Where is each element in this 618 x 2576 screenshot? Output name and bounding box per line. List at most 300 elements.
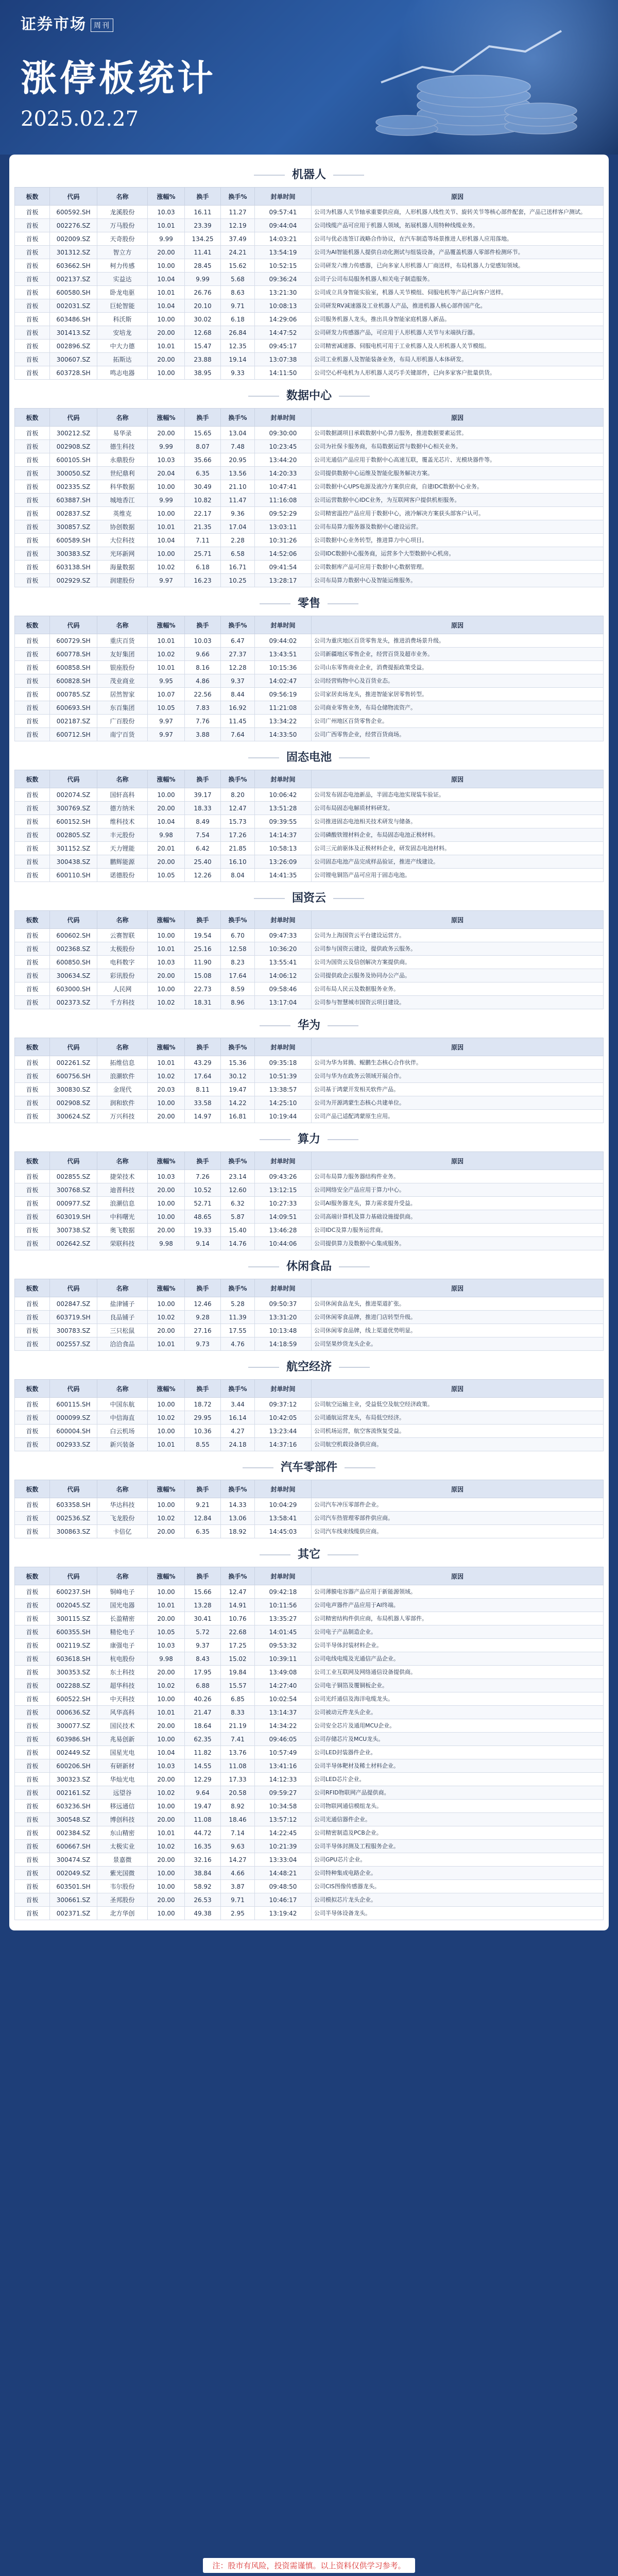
table-row [15,674,604,688]
table-cell: 光环新网 [97,547,148,561]
reason-cell: 公司电声器件产品应用于AI终端。 [312,1599,604,1612]
table-cell: 韦尔股份 [97,1880,148,1893]
table-row [15,634,604,648]
table-cell: 鹏辉能源 [97,855,148,869]
table-cell: 134.25 [185,232,221,246]
table-cell: 首板 [15,219,50,232]
table-cell: 002449.SZ [50,1746,97,1759]
column-header: 原因 [312,770,604,788]
table-cell: 9.33 [221,366,255,380]
table-cell: 首板 [15,273,50,286]
table-cell: 14:27:40 [255,1679,312,1692]
table-cell: 永鼎股份 [97,453,148,467]
table-cell: 首板 [15,1337,50,1351]
column-header: 代码 [50,1380,97,1398]
table-cell: 首板 [15,286,50,299]
table-cell: 10.03 [148,1759,185,1773]
table-cell: 10.00 [148,1398,185,1411]
table-cell: 20.00 [148,1719,185,1733]
table-cell: 300323.SZ [50,1773,97,1786]
table-cell: 16.81 [221,1110,255,1123]
table-row [15,1840,604,1853]
table-cell: 20.00 [148,1853,185,1867]
table-cell: 杭电股份 [97,1652,148,1666]
column-header: 涨幅% [148,1279,185,1297]
table-cell: 14:11:50 [255,366,312,380]
table-cell: 14.76 [221,1237,255,1250]
table-cell: 002276.SZ [50,219,97,232]
table-cell: 13:58:41 [255,1512,312,1525]
table-cell: 润和软件 [97,1096,148,1110]
report-header [0,0,618,155]
table-cell: 10.01 [148,286,185,299]
table-cell: 10.00 [148,982,185,996]
brand-name: 证券市场 [21,15,87,33]
table-cell: 25.40 [185,855,221,869]
table-cell: 19.14 [221,353,255,366]
reason-cell: 公司三元前驱体及正极材料企业，研发固态电池材料。 [312,842,604,855]
column-header: 板数 [15,1152,50,1170]
table-cell: 11.08 [185,1813,221,1826]
column-header: 名称 [97,188,148,206]
table-cell: 600152.SH [50,815,97,828]
table-cell: 13:07:38 [255,353,312,366]
table-row [15,1398,604,1411]
table-cell: 6.58 [221,547,255,561]
table-row [15,1096,604,1110]
reason-cell: 公司提供算力及数据中心集成服务。 [312,1237,604,1250]
table-row [15,1893,604,1907]
table-cell: 11:16:08 [255,494,312,507]
table-cell: 002929.SZ [50,574,97,587]
table-cell: 19.47 [185,1800,221,1813]
table-cell: 首板 [15,353,50,366]
table-cell: 大位科技 [97,534,148,547]
table-cell: 首板 [15,1907,50,1920]
table-cell: 9.98 [148,828,185,842]
table-row [15,1337,604,1351]
table-cell: 24.18 [221,1438,255,1451]
table-cell: 首板 [15,1840,50,1853]
table-cell: 09:36:24 [255,273,312,286]
table-cell: 13:57:12 [255,1813,312,1826]
table-cell: 13:43:51 [255,648,312,661]
column-header: 换手% [221,1038,255,1056]
table-cell: 飞龙股份 [97,1512,148,1525]
table-cell: 东山精密 [97,1826,148,1840]
table-cell: 09:57:41 [255,206,312,219]
table-row [15,1759,604,1773]
table-cell: 首板 [15,1083,50,1096]
table-cell: 6.35 [185,467,221,480]
table-cell: 600105.SH [50,453,97,467]
table-cell: 002119.SZ [50,1639,97,1652]
table-cell: 首板 [15,1652,50,1666]
table-header-row [15,409,604,427]
table-row [15,1083,604,1096]
table-cell: 40.26 [185,1692,221,1706]
table-cell: 20.58 [221,1786,255,1800]
table-cell: 600004.SH [50,1425,97,1438]
table-cell: 20.00 [148,969,185,982]
table-cell: 002933.SZ [50,1438,97,1451]
table-cell: 科沃斯 [97,313,148,326]
table-cell: 银座股份 [97,661,148,674]
table-cell: 58.92 [185,1880,221,1893]
table-row [15,1786,604,1800]
table-cell: 32.16 [185,1853,221,1867]
table-row [15,1585,604,1599]
table-cell: 8.55 [185,1438,221,1451]
column-header: 代码 [50,409,97,427]
table-cell: 首板 [15,1706,50,1719]
table-cell: 奥飞数据 [97,1224,148,1237]
table-cell: 17.64 [185,1070,221,1083]
table-cell: 11.45 [221,715,255,728]
reason-cell: 公司布局算力服务器结构件业务。 [312,1170,604,1183]
table-cell: 603887.SH [50,494,97,507]
table-row [15,259,604,273]
table-cell: 16.10 [221,855,255,869]
table-row [15,996,604,1009]
table-cell: 首板 [15,1893,50,1907]
table-cell: 600778.SH [50,648,97,661]
table-cell: 首板 [15,1599,50,1612]
table-cell: 首板 [15,674,50,688]
column-header: 板数 [15,1380,50,1398]
table-cell: 铜峰电子 [97,1585,148,1599]
table-cell: 首板 [15,340,50,353]
table-cell: 002187.SZ [50,715,97,728]
table-row [15,1297,604,1311]
table-row [15,715,604,728]
table-cell: 首板 [15,1759,50,1773]
table-cell: 首板 [15,788,50,802]
table-cell: 14.33 [221,1498,255,1512]
table-cell: 7.48 [221,440,255,453]
table-cell: 首板 [15,1800,50,1813]
column-header: 板数 [15,616,50,634]
table-cell: 20.10 [185,299,221,313]
reason-cell: 公司休闲食品龙头，推进渠道扩张。 [312,1297,604,1311]
table-cell: 14.97 [185,1110,221,1123]
table-row [15,1813,604,1826]
table-cell: 22.73 [185,982,221,996]
table-cell: 新兴装备 [97,1438,148,1451]
table-header-row [15,616,604,634]
column-header: 代码 [50,770,97,788]
table-cell: 10.76 [221,1612,255,1625]
table-cell: 首板 [15,1183,50,1197]
table-cell: 卡倍亿 [97,1525,148,1538]
table-cell: 09:52:29 [255,507,312,520]
table-cell: 首板 [15,1786,50,1800]
table-cell: 600355.SH [50,1625,97,1639]
table-cell: 10:15:36 [255,661,312,674]
reason-cell: 公司模拟芯片龙头企业。 [312,1893,604,1907]
table-cell: 康强电子 [97,1639,148,1652]
column-header: 代码 [50,188,97,206]
table-cell: 09:48:50 [255,1880,312,1893]
column-header: 代码 [50,1567,97,1585]
column-header: 涨幅% [148,911,185,929]
table-cell: 首板 [15,1880,50,1893]
table-cell: 10.07 [148,688,185,701]
table-row [15,534,604,547]
table-cell: 23.14 [221,1170,255,1183]
table-cell: 9.98 [148,1237,185,1250]
column-header: 涨幅% [148,1038,185,1056]
reason-cell: 公司为重庆地区百货零售龙头，推进消费场景升级。 [312,634,604,648]
table-cell: 10.01 [148,942,185,956]
table-cell: 09:47:33 [255,929,312,942]
table-cell: 09:30:00 [255,427,312,440]
limit-up-table [14,1038,604,1123]
table-cell: 15.66 [185,1585,221,1599]
table-cell: 6.47 [221,634,255,648]
table-cell: 10.02 [148,1512,185,1525]
table-cell: 10.00 [148,480,185,494]
table-cell: 盐津铺子 [97,1297,148,1311]
table-cell: 首板 [15,1425,50,1438]
table-cell: 600828.SH [50,674,97,688]
table-row [15,1110,604,1123]
table-cell: 首板 [15,1639,50,1652]
column-header: 换手 [185,616,221,634]
table-cell: 英维克 [97,507,148,520]
table-cell: 城地香江 [97,494,148,507]
table-cell: 09:37:12 [255,1398,312,1411]
table-header-row [15,911,604,929]
table-cell: 38.84 [185,1867,221,1880]
table-row [15,246,604,259]
table-row [15,480,604,494]
reason-cell: 公司航空运输主业，受益低空及航空经济政策。 [312,1398,604,1411]
table-cell: 8.23 [221,956,255,969]
table-cell: 10.01 [148,340,185,353]
table-cell: 12.46 [185,1297,221,1311]
table-cell: 10:44:06 [255,1237,312,1250]
limit-up-table [14,187,604,380]
table-cell: 17.33 [221,1773,255,1786]
table-cell: 14:14:37 [255,828,312,842]
table-cell: 17.25 [221,1639,255,1652]
table-cell: 首板 [15,427,50,440]
reason-cell: 公司布局算力数据中心及智能运维服务。 [312,574,604,587]
table-cell: 首板 [15,1197,50,1210]
table-row [15,648,604,661]
table-cell: 10.36 [185,1425,221,1438]
table-cell: 景嘉微 [97,1853,148,1867]
table-cell: 14:37:16 [255,1438,312,1451]
table-cell: 首板 [15,701,50,715]
column-header: 涨幅% [148,1380,185,1398]
table-row [15,1773,604,1786]
reason-cell: 公司参与智慧城市国资云项目建设。 [312,996,604,1009]
column-header: 封单时间 [255,1038,312,1056]
table-row [15,1853,604,1867]
table-cell: 25.16 [185,942,221,956]
table-cell: 300783.SZ [50,1324,97,1337]
table-cell: 600522.SH [50,1692,97,1706]
column-header: 涨幅% [148,1567,185,1585]
reason-cell: 公司航空机载设备供应商。 [312,1438,604,1451]
table-cell: 3.87 [221,1880,255,1893]
table-row [15,507,604,520]
coin-stack-illustration [319,21,587,144]
table-cell: 10:47:41 [255,480,312,494]
table-row [15,1525,604,1538]
table-cell: 9.28 [185,1311,221,1324]
table-cell: 首板 [15,453,50,467]
table-row [15,1425,604,1438]
reason-cell: 公司发布固态电池新品，半固态电池实现装车验证。 [312,788,604,802]
table-cell: 首板 [15,1773,50,1786]
table-cell: 19.84 [221,1666,255,1679]
table-cell: 首板 [15,1585,50,1599]
table-row [15,982,604,996]
column-header: 换手 [185,1279,221,1297]
table-row [15,366,604,380]
table-row [15,219,604,232]
column-header: 换手% [221,1480,255,1498]
table-row [15,1880,604,1893]
reason-cell: 公司LED封装器件企业。 [312,1746,604,1759]
table-cell: 10.00 [148,1425,185,1438]
table-cell: 13:44:20 [255,453,312,467]
column-header: 板数 [15,1480,50,1498]
table-cell: 7.11 [185,534,221,547]
table-cell: 首板 [15,1512,50,1525]
table-cell: 002557.SZ [50,1337,97,1351]
limit-up-table [14,408,604,587]
table-cell: 09:35:18 [255,1056,312,1070]
table-cell: 21.35 [185,520,221,534]
table-cell: 13:23:44 [255,1425,312,1438]
table-cell: 浪潮信息 [97,1197,148,1210]
table-cell: 17.26 [221,828,255,842]
table-cell: 首板 [15,561,50,574]
table-cell: 紫光国微 [97,1867,148,1880]
section-title: 固态电池 [14,741,604,770]
reason-cell: 公司与华为在政务云领域开展合作。 [312,1070,604,1083]
reason-cell: 公司数据中心业务转型，推进算力中心项目。 [312,534,604,547]
reason-cell: 公司安全芯片及通用MCU企业。 [312,1719,604,1733]
table-cell: 首板 [15,1612,50,1625]
table-cell: 首板 [15,1692,50,1706]
table-cell: 14.22 [221,1096,255,1110]
table-cell: 20.00 [148,246,185,259]
table-cell: 10.05 [148,701,185,715]
reason-cell: 公司为机器人关节轴承重要供应商，人形机器人线性关节、旋转关节等核心部件配套，产品已送样客户测试。 [312,206,604,219]
table-row [15,802,604,815]
table-cell: 14:09:51 [255,1210,312,1224]
table-cell: 13:17:04 [255,996,312,1009]
table-cell: 首板 [15,299,50,313]
reason-cell: 公司布局人民云及数据服务业务。 [312,982,604,996]
table-cell: 天奇股份 [97,232,148,246]
table-cell: 17.64 [221,969,255,982]
table-cell: 10.00 [148,1585,185,1599]
table-cell: 600589.SH [50,534,97,547]
table-cell: 11.90 [185,956,221,969]
table-cell: 12.26 [185,869,221,882]
column-header: 涨幅% [148,409,185,427]
table-cell: 10:51:39 [255,1070,312,1083]
column-header: 名称 [97,911,148,929]
table-cell: 002642.SZ [50,1237,97,1250]
table-cell: 5.28 [221,1297,255,1311]
column-header: 原因 [312,1038,604,1056]
table-cell: 浪潮软件 [97,1070,148,1083]
table-cell: 首板 [15,1733,50,1746]
reason-cell: 公司LED芯片企业。 [312,1773,604,1786]
reason-cell: 公司电子铜箔及覆铜板企业。 [312,1679,604,1692]
table-cell: 14:48:21 [255,1867,312,1880]
table-row [15,1324,604,1337]
reason-cell: 公司服务机器人龙头，推出具身智能家庭机器人新品。 [312,313,604,326]
table-cell: 14:20:33 [255,467,312,480]
limit-up-table [14,1567,604,1920]
table-cell: 人民网 [97,982,148,996]
table-cell: 14:06:12 [255,969,312,982]
table-row [15,942,604,956]
table-cell: 600580.SH [50,286,97,299]
table-cell: 11.82 [185,1746,221,1759]
table-cell: 10.04 [148,1746,185,1759]
table-cell: 龙溪股份 [97,206,148,219]
table-cell: 19.33 [185,1224,221,1237]
column-header: 涨幅% [148,188,185,206]
table-cell: 24.21 [221,246,255,259]
table-cell: 52.71 [185,1197,221,1210]
table-cell: 002837.SZ [50,507,97,520]
table-cell: 002161.SZ [50,1786,97,1800]
column-header: 换手 [185,1480,221,1498]
table-cell: 广百股份 [97,715,148,728]
table-row [15,1706,604,1719]
table-cell: 荣联科技 [97,1237,148,1250]
table-cell: 首板 [15,728,50,741]
table-cell: 10.00 [148,313,185,326]
table-cell: 15.65 [185,427,221,440]
reason-cell: 公司汽车线束线缆供应商。 [312,1525,604,1538]
table-cell: 10.00 [148,1692,185,1706]
reason-cell: 公司存储芯片及MCU龙头。 [312,1733,604,1746]
table-row [15,728,604,741]
table-cell: 中天科技 [97,1692,148,1706]
section-title: 机器人 [14,159,604,187]
table-cell: 东土科技 [97,1666,148,1679]
reason-cell: 公司RFID物联网产品提供商。 [312,1786,604,1800]
table-cell: 002137.SZ [50,273,97,286]
table-cell: 002847.SZ [50,1297,97,1311]
table-cell: 9.99 [185,273,221,286]
table-cell: 600667.SH [50,1840,97,1853]
table-cell: 11.08 [221,1759,255,1773]
section-title: 汽车零部件 [14,1451,604,1480]
column-header: 名称 [97,1480,148,1498]
column-header: 原因 [312,616,604,634]
table-cell: 11:21:08 [255,701,312,715]
table-cell: 首板 [15,1719,50,1733]
column-header: 封单时间 [255,616,312,634]
table-cell: 603662.SH [50,259,97,273]
limit-up-panel [9,155,609,1930]
table-cell: 13:54:19 [255,246,312,259]
table-cell: 10:21:39 [255,1840,312,1853]
table-row [15,299,604,313]
